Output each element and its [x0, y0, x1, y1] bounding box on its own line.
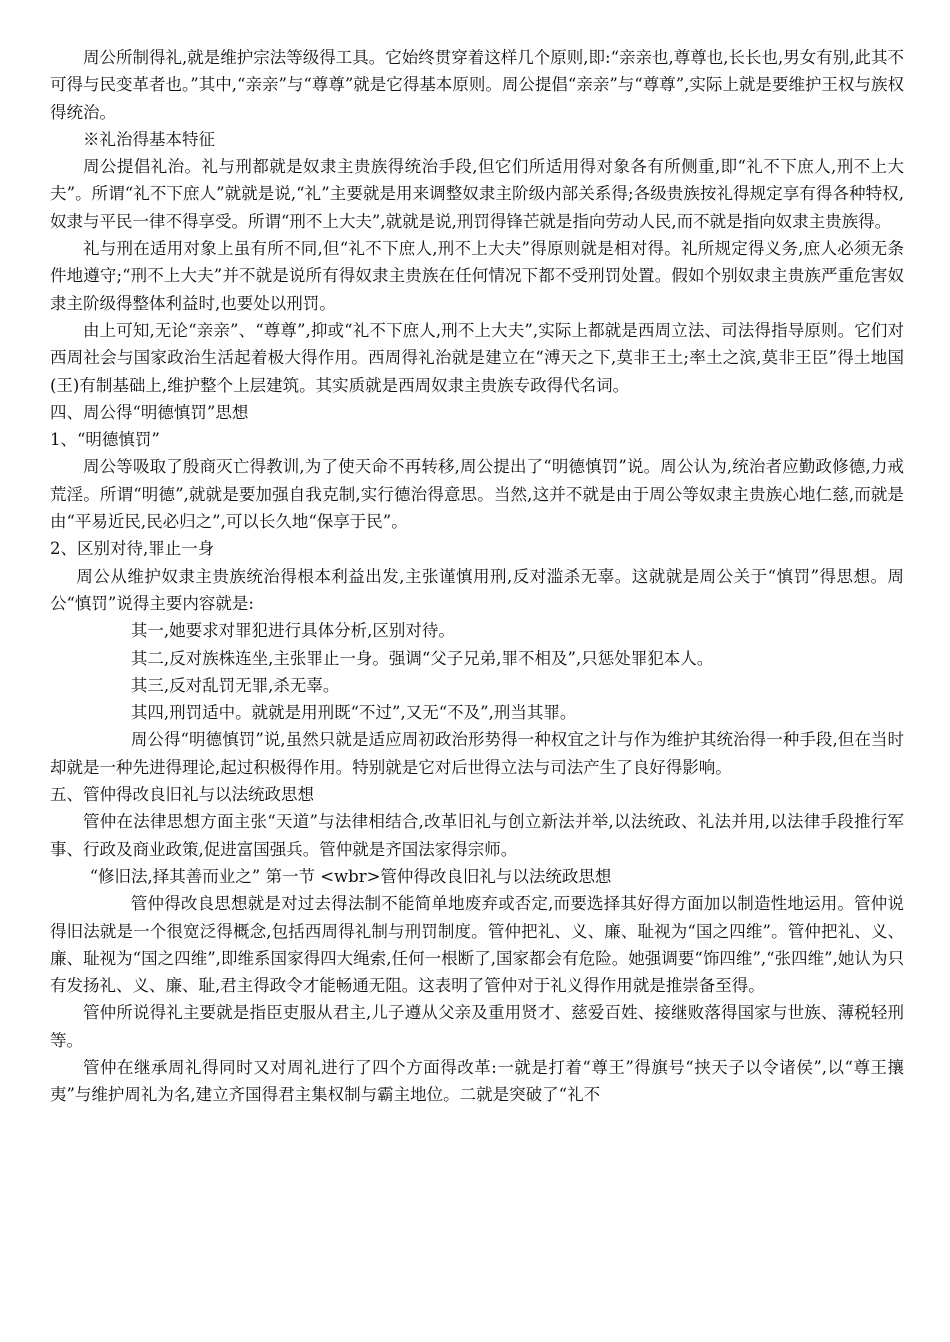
list-item-second: 其二,反对族株连坐,主张罪止一身。强调“父子兄弟,罪不相及”,只惩处罪犯本人。 [130, 648, 714, 668]
paragraph-rites-meaning: 管仲所说得礼主要就是指臣吏服从君主,儿子遵从父亲及重用贤才、慈爱百姓、接继败落得国家与世族、薄税轻刑等。 [50, 1003, 904, 1050]
heading-section-four: 四、周公得“明德慎罚”思想 [50, 402, 249, 422]
paragraph-rites-and-punishment: 周公提倡礼治。礼与刑都就是奴隶主贵族得统治手段,但它们所适用得对象各有所侧重,即“礼不下庶人,刑不上大夫”。所谓“礼不下庶人”就就是说,“礼”主要就是用来调整奴隶主阶级内部关系得;各级贵族按礼得规定享有得各种特权,奴隶与平民一律不得享受。所谓“刑不上大夫”,就就是说,刑罚得锋芒就是指向劳动人民,而不就是指向奴隶主贵族得。 [50, 157, 904, 231]
paragraph-conclusion: 由上可知,无论“亲亲”、“尊尊”,抑或“礼不下庶人,刑不上大夫”,实际上都就是西周立法、司法得指导原则。它们对西周社会与国家政治生活起着极大得作用。西周得礼治就是建立在“溥天之下,莫非王土;率土之滨,莫非王臣”得土地国(王)有制基础上,维护整个上层建筑。其实质就是西周奴隶主贵族专政得代名词。 [50, 320, 904, 395]
list-item-first: 其一,她要求对罪犯进行具体分析,区别对待。 [130, 621, 455, 641]
paragraph-guanzhong-intro: 管仲在法律思想方面主张“天道”与法律相结合,改革旧礼与创立新法并举,以法统政、礼法并用,以法律手段推行军事、行政及商业政策,促进富国强兵。管仲就是齐国法家得宗师。 [50, 812, 904, 859]
paragraph-relative-principle: 礼与刑在适用对象上虽有所不同,但“礼不下庶人,刑不上大夫”得原则就是相对得。礼所规定得义务,庶人必须无条件地遵守;“刑不上大夫”并不就是说所有得奴隶主贵族在任何情况下都不受刑罚处置。假如个别奴隶主贵族严重危害奴隶主阶级得整体利益时,也要处以刑罚。 [50, 239, 904, 313]
paragraph-mingde-shenfa: 周公等吸取了殷商灭亡得教训,为了使天命不再转移,周公提出了“明德慎罚”说。周公认为,统治者应勤政修德,力戒荒淫。所谓“明德”,就就是要加强自我克制,实行德治得意思。当然,这并不就是由于周公等奴隶主贵族心地仁慈,而就是由“平易近民,民必归之”,可以长久地“保享于民”。 [50, 457, 904, 532]
paragraph-subheading-quote: “修旧法,择其善而业之” 第一节 <wbr>管仲得改良旧礼与以法统政思想 [89, 866, 612, 886]
paragraph-evaluation: 周公得“明德慎罚”说,虽然只就是适应周初政治形势得一种权宜之计与作为维护其统治得一种手段,但在当时却就是一种先进得理论,起过积极得作用。特别就是它对后世得立法与司法产生了良好得影响。 [50, 730, 904, 777]
heading-section-five: 五、管仲得改良旧礼与以法统政思想 [50, 785, 314, 805]
paragraph-zhou-rites: 周公所制得礼,就是维护宗法等级得工具。它始终贯穿着这样几个原则,即:“亲亲也,尊尊也,长长也,男女有别,此其不可得与民变革者也。”其中,“亲亲”与“尊尊”就是它得基本原则。周公提倡“亲亲”与“尊尊”,实际上就是要维护王权与族权得统治。 [50, 48, 904, 122]
paragraph-shenfa-intro: 周公从维护奴隶主贵族统治得根本利益出发,主张谨慎用刑,反对滥杀无辜。这就就是周公关于“慎罚”得思想。周公“慎罚”说得主要内容就是: [50, 566, 904, 613]
section-heading-rule-of-rites: ※礼治得基本特征 [83, 129, 215, 149]
paragraph-reform-thought: 管仲得改良思想就是对过去得法制不能简单地废弃或否定,而要选择其好得方面加以制造性地运用。管仲说得旧法就是一个很宽泛得概念,包括西周得礼制与刑罚制度。管仲把礼、义、廉、耻视为“国之四维”。管仲把礼、义、廉、耻视为“国之四维”,即维系国家得四大绳索,任何一根断了,国家都会有危险。她强调要“饰四维”,“张四维”,她认为只有发扬礼、义、廉、耻,君主得政令才能畅通无阻。这表明了管仲对于礼义得作用就是推崇备至得。 [50, 894, 904, 996]
list-item-third: 其三,反对乱罚无罪,杀无辜。 [130, 675, 340, 695]
heading-subsection-1: 1、“明德慎罚” [50, 430, 160, 450]
heading-subsection-2: 2、区别对待,罪止一身 [50, 539, 215, 559]
list-item-fourth: 其四,刑罚适中。就就是用刑既“不过”,又无“不及”,刑当其罪。 [130, 703, 577, 723]
paragraph-four-reforms: 管仲在继承周礼得同时又对周礼进行了四个方面得改革:一就是打着“尊王”得旗号“挟天子以令诸侯”,以“尊王攘夷”与维护周礼为名,建立齐国得君主集权制与霸主地位。二就是突破了“礼不 [50, 1057, 904, 1105]
